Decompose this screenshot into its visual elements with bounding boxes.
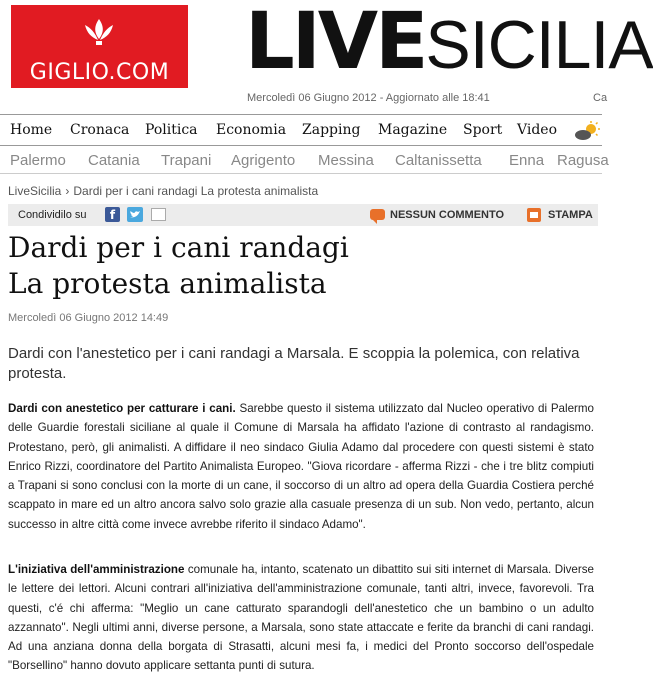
nav-item-home[interactable]: Home (10, 122, 53, 138)
city-messina[interactable]: Messina (318, 152, 374, 169)
city-nav (0, 148, 609, 174)
print-icon[interactable] (527, 208, 541, 222)
nav-item-zapping[interactable]: Zapping (302, 122, 361, 138)
logo-sicilia: SICILIA (425, 7, 653, 83)
giglio-ad-banner[interactable] (11, 5, 188, 88)
article-paragraph-2 (8, 560, 594, 676)
paragraph-1-lead: Dardi con anestetico per catturare i cani. (8, 402, 236, 415)
nav-item-politica[interactable]: Politica (145, 122, 198, 138)
city-catania[interactable]: Catania (88, 152, 140, 169)
breadcrumb-separator: › (65, 184, 70, 198)
paragraph-2-body: comunale ha, intanto, scatenato un dibattito sui siti internet di Marsala. Diverse le lettere dei lettori. Alcuni contrari all'iniziativa dell'amministrazione comunale, tanti altri, invece, favorevoli. Tra questi, c'é chi afferma: "Meglio un cane catturato sparandogli dell'anestetico che un bambino o un adulto azzannato". Negli ultimi anni, diverse persone, a Marsala, sono state attaccate e ferite da branchi di cani randagi. Ad una anziana donna della borgata di Strasatti, alcuni mesi fa, i medici del Pronto soccorso dell'ospedale "Borsellino" hanno dovuto applicare settanta punti di sutura. (8, 563, 594, 673)
share-label: Condividilo su (18, 209, 87, 221)
site-logo[interactable] (245, 0, 653, 87)
lily-logo-icon (81, 15, 117, 51)
article-title (8, 230, 598, 302)
breadcrumb (8, 184, 318, 198)
article-date: Mercoledì 06 Giugno 2012 14:49 (8, 312, 169, 324)
breadcrumb-current: Dardi per i cani randagi La protesta animalista (73, 184, 319, 198)
breadcrumb-home-link[interactable]: LiveSicilia (8, 184, 62, 198)
city-palermo[interactable]: Palermo (10, 152, 66, 169)
giglio-label: GIGLIO.COM (29, 60, 170, 85)
nav-item-sport[interactable]: Sport (463, 122, 503, 138)
nav-item-video[interactable]: Video (517, 122, 558, 138)
nav-item-magazine[interactable]: Magazine (378, 122, 448, 138)
article-subtitle: Dardi con l'anestetico per i cani randagi a Marsala. E scoppia la polemica, con relativa protesta. (8, 345, 580, 382)
paragraph-2-lead: L'iniziativa dell'amministrazione (8, 563, 185, 576)
city-caltanissetta[interactable]: Caltanissetta (395, 152, 482, 169)
city-ragusa[interactable]: Ragusa (557, 152, 609, 169)
nav-item-economia[interactable]: Economia (216, 122, 287, 138)
comment-icon[interactable] (370, 209, 385, 220)
updated-timestamp: Mercoledì 06 Giugno 2012 - Aggiornato alle 18:41 (247, 92, 490, 104)
share-bar (8, 204, 598, 226)
facebook-icon[interactable]: f (105, 207, 120, 222)
weather-icon[interactable] (574, 121, 600, 141)
paragraph-1-body: Sarebbe questo il sistema utilizzato dal Nucleo operativo di Palermo delle Guardie forestali siciliane al quale il Comune di Marsala ha affidato l'azione di contrasto al randagismo. Protestano, però, gli animalisti. A diffidare il neo sindaco Giulia Adamo dal procedere con questi sistemi è stato Enrico Rizzi, coordinatore del Partito Animalista Europeo. "Giova ricordare - afferma Rizzi - che i tre blitz compiuti a Trapani si sono conclusi con la morte di un cane, il soccorso di un altro ad opera della Guardia Costiera perché scappato in mare ed un altro ancora salvo solo grazie alla casuale presenza di un sub. Non vedo, pertanto, alcun successo in altre città come invece avrebbe riferito il sindaco Adamo". (8, 402, 594, 531)
city-agrigento[interactable]: Agrigento (231, 152, 296, 169)
site-header (0, 0, 653, 112)
city-trapani[interactable]: Trapani (161, 152, 212, 169)
main-nav (0, 114, 602, 146)
city-enna[interactable]: Enna (509, 152, 545, 169)
print-link[interactable]: STAMPA (548, 209, 593, 221)
header-right-text: Ca (593, 92, 608, 104)
nav-item-cronaca[interactable]: Cronaca (70, 122, 130, 138)
email-icon[interactable] (151, 208, 166, 221)
comments-link[interactable]: NESSUN COMMENTO (390, 209, 505, 221)
logo-live: LIVE (245, 0, 426, 87)
twitter-icon[interactable] (127, 207, 143, 222)
article-title-line2: La protesta animalista (8, 267, 327, 300)
article-paragraph-1 (8, 399, 594, 534)
article-title-line1: Dardi per i cani randagi (8, 231, 349, 264)
